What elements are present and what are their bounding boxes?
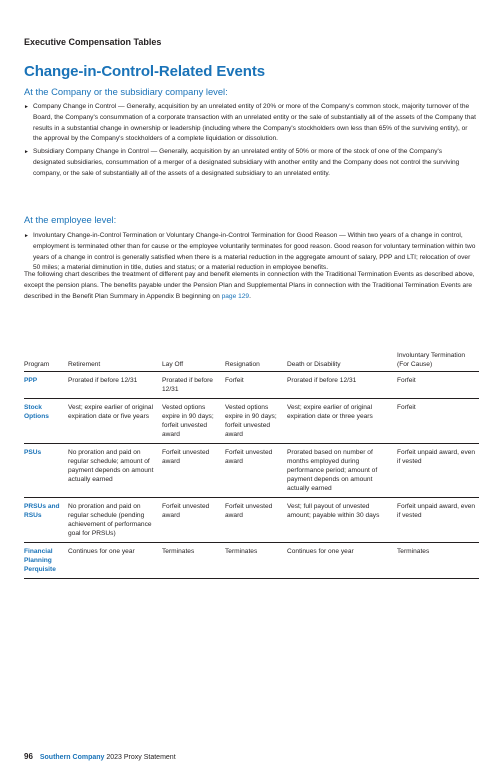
cell: No proration and paid on regular schedule; amount of payment depends on amount actually earned — [68, 444, 162, 498]
row-program: Financial Planning Perquisite — [24, 543, 68, 579]
termination-table — [24, 352, 479, 579]
col-header-resignation: Resignation — [225, 352, 287, 372]
cell: Forfeit — [397, 372, 479, 399]
company-level-list — [24, 102, 476, 182]
table-row — [24, 498, 479, 543]
document-name: 2023 Proxy Statement — [106, 754, 176, 761]
cell: Terminates — [162, 543, 225, 579]
cell: Forfeit unvested award — [162, 444, 225, 498]
row-program: PPP — [24, 372, 68, 399]
employee-level-heading: At the employee level: — [24, 214, 117, 225]
cell: Continues for one year — [68, 543, 162, 579]
page-number: 96 — [24, 752, 33, 761]
row-program: Stock Options — [24, 399, 68, 444]
page-link[interactable]: page 129 — [221, 292, 250, 300]
col-header-lay-off: Lay Off — [162, 352, 225, 372]
cell: Forfeit unvested award — [225, 498, 287, 543]
company-name: Southern Company — [39, 754, 105, 761]
row-program: PRSUs and RSUs — [24, 498, 68, 543]
cell: Forfeit — [397, 399, 479, 444]
table-row — [24, 372, 479, 399]
cell: Prorated if before 12/31 — [68, 372, 162, 399]
bullet-arrow-icon: ► — [24, 149, 29, 156]
company-level-heading: At the Company or the subsidiary company level: — [24, 86, 228, 97]
cell: Prorated based on number of months employed during performance period; amount of payment depends on amount actually earned — [287, 444, 397, 498]
col-header-death-disability: Death or Disability — [287, 352, 397, 372]
page-title: Change-in-Control-Related Events — [24, 63, 265, 80]
section-header: Executive Compensation Tables — [24, 37, 162, 47]
cell: No proration and paid on regular schedule (pending achievement of performance goal for PRSUs) — [68, 498, 162, 543]
intro-paragraph: The following chart describes the treatment of different pay and benefit elements in connection with the Traditional Termination Events as described above, except the pension plans. The benefits payable under the Pension Plan and Supplemental Plans in connection with the Traditional Termination Events are described in the Benefit Plan Summary in Appendix B beginning on page 129. — [24, 271, 475, 300]
cell: Forfeit unpaid award, even if vested — [397, 444, 479, 498]
col-header-program: Program — [24, 352, 68, 372]
bullet-arrow-icon: ► — [24, 233, 29, 239]
cell: Prorated if before 12/31 — [162, 372, 225, 399]
cell: Terminates — [225, 543, 287, 579]
cell: Forfeit unpaid award, even if vested — [397, 498, 479, 543]
page-footer — [24, 752, 176, 761]
table-row — [24, 399, 479, 444]
cell: Vest; expire earlier of original expiration date or three years — [287, 399, 397, 444]
cell: Vested options expire in 90 days; forfeit unvested award — [162, 399, 225, 444]
col-header-retirement: Retirement — [68, 352, 162, 372]
table-row — [24, 444, 479, 498]
cell: Vest; full payout of unvested amount; payable within 30 days — [287, 498, 397, 543]
col-header-involuntary-termination: Involuntary Termination (For Cause) — [397, 352, 479, 372]
cell: Vest; expire earlier of original expiration date or five years — [68, 399, 162, 444]
cell: Forfeit unvested award — [162, 498, 225, 543]
list-item: ► Subsidiary Company Change in Control — Generally, acquisition by an unrelated entity of 50% or more of the stock of one of the Company's designated subsidiaries, consummation of a merger of a designated subsidiary with another entity and the Company does not control the surviving company, or the sale of substantially all of the assets of a designated subsidiary to an unrelated entity. — [24, 148, 460, 177]
cell: Forfeit unvested award — [225, 444, 287, 498]
list-item: ► Involuntary Change-in-Control Termination or Voluntary Change-in-Control Termination for Good Reason — Within two years of a change in control, employment is terminated other than for cause or the employee voluntarily terminates for good reason. Good reason for voluntary termination within two years of a change in control is generally satisfied when there is a material reduction in the aggregate amount of salary, PPP and LTI; relocation of over 50 miles; a material diminution in title, duties and status; or a material reduction in employee benefits. — [24, 232, 476, 272]
cell: Vested options expire in 90 days; forfeit unvested award — [225, 399, 287, 444]
list-item: ► Company Change in Control — Generally, acquisition by an unrelated entity of 20% or more of the Company's common stock, majority turnover of the Board, the Company's consummation of a corporate transaction with an unrelated entity or the sale of substantially all of the assets of the Company that results in a substantial change in ownership or leadership (including where the Company's stockholders own less than 65% of the surviving entity), or the approval by the Company's stockholders of a complete liquidation or dissolution. — [24, 103, 476, 143]
cell: Terminates — [397, 543, 479, 579]
row-program: PSUs — [24, 444, 68, 498]
bullet-arrow-icon: ► — [24, 104, 29, 110]
cell: Continues for one year — [287, 543, 397, 579]
table-row — [24, 543, 479, 579]
cell: Forfeit — [225, 372, 287, 399]
cell: Prorated if before 12/31 — [287, 372, 397, 399]
table-header-row — [24, 352, 479, 372]
